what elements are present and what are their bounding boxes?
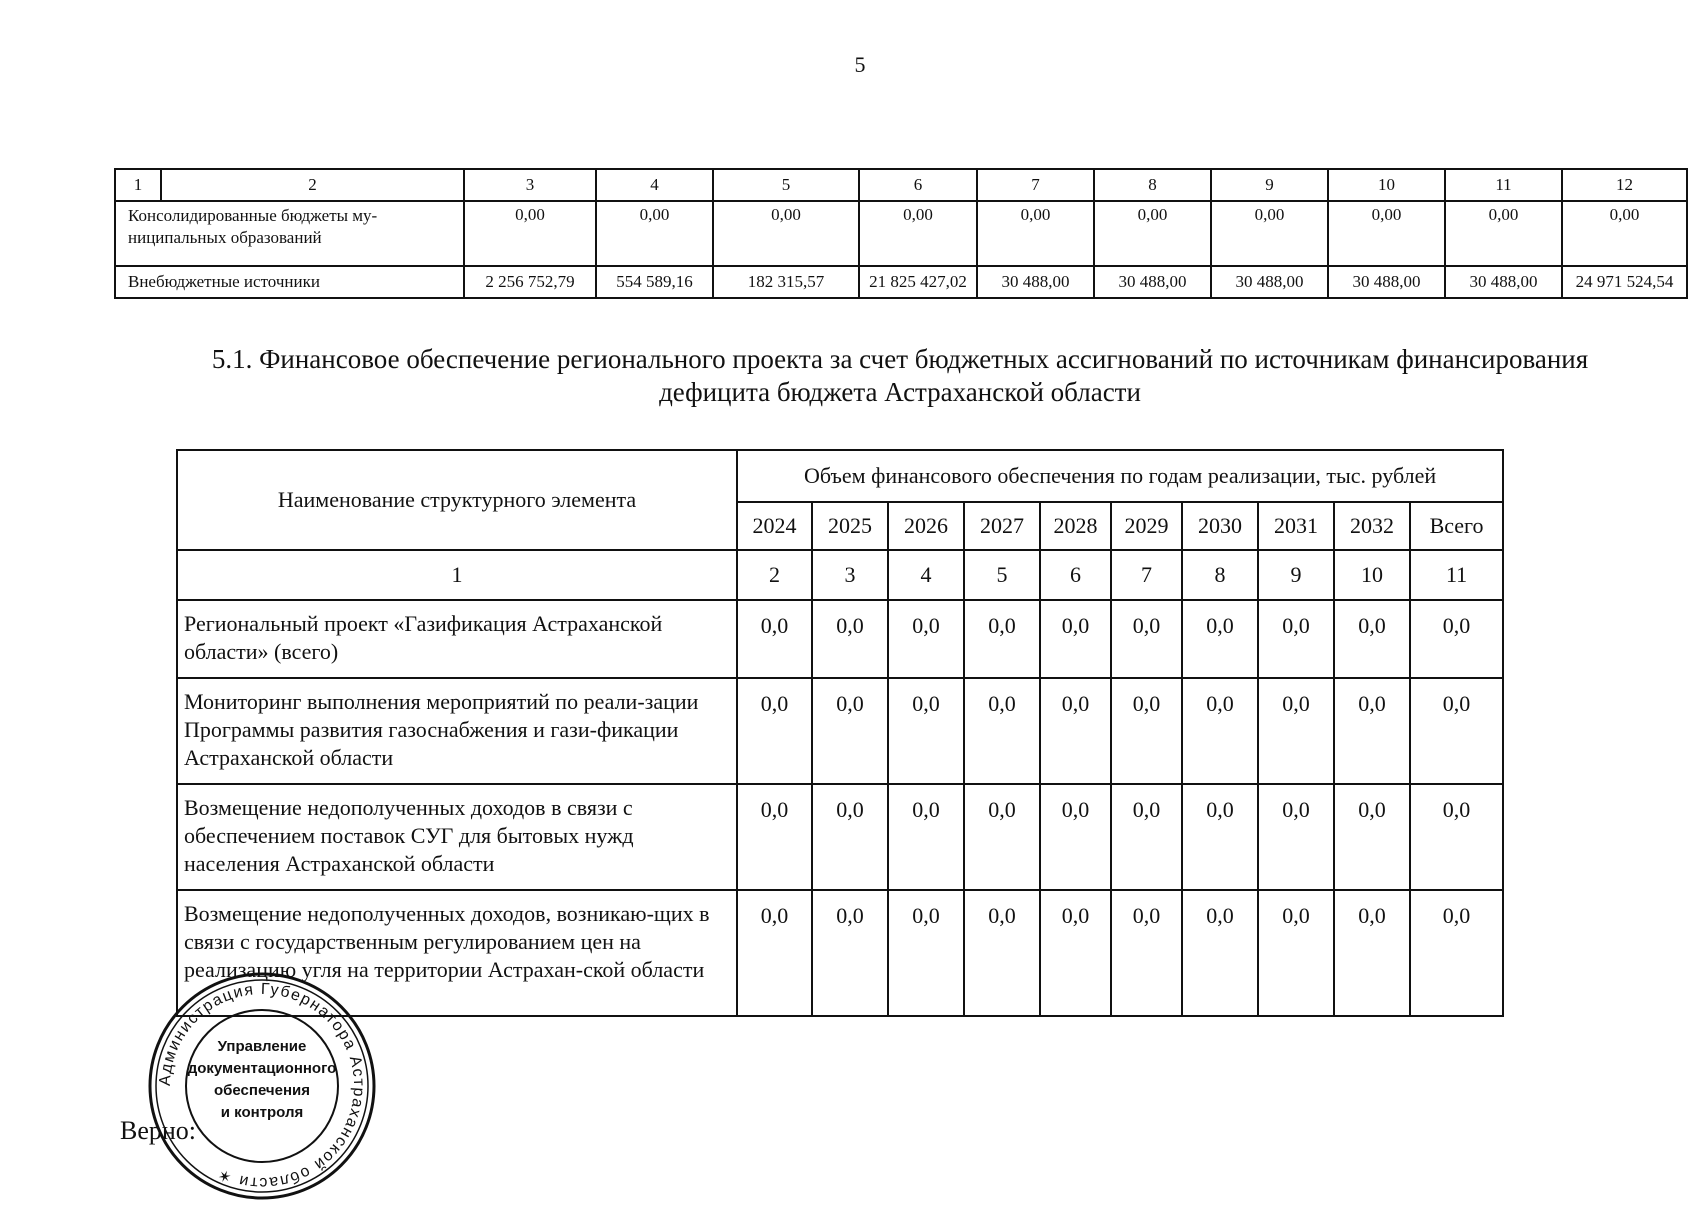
column-number: 8 (1094, 169, 1211, 201)
table-cell: 0,00 (713, 201, 859, 266)
seal-line: обеспечения (213, 1082, 311, 1099)
table-cell: 0,0 (888, 678, 964, 784)
section-title-line: 5.1. Финансовое обеспечение регионального проекта за счет бюджетных ассигнований по источникам финансирования (211, 344, 1589, 374)
column-number: 1 (177, 550, 737, 600)
table-cell: 0,0 (1410, 784, 1503, 890)
table-cell: 0,0 (737, 600, 812, 678)
table-cell: 0,0 (812, 784, 888, 890)
top-table-header-row (115, 169, 1687, 201)
year-header: 2029 (1111, 502, 1182, 550)
column-number: 5 (713, 169, 859, 201)
table-cell: 0,0 (1334, 678, 1410, 784)
table-cell: 0,0 (812, 890, 888, 1016)
total-header: Всего (1410, 502, 1503, 550)
page-number: 5 (854, 52, 866, 77)
table-row (115, 266, 1687, 298)
year-header: 2024 (737, 502, 812, 550)
year-header: 2030 (1182, 502, 1258, 550)
column-number: 2 (737, 550, 812, 600)
table-cell: 0,0 (1040, 600, 1111, 678)
verified-label: Верно: (120, 1116, 197, 1145)
table-cell: 0,0 (737, 890, 812, 1016)
column-number: 9 (1211, 169, 1328, 201)
table-cell: 0,00 (1562, 201, 1687, 266)
column-number: 1 (115, 169, 161, 201)
table-cell: 0,00 (1211, 201, 1328, 266)
table-cell: 0,0 (1040, 890, 1111, 1016)
table-cell: 0,0 (1182, 600, 1258, 678)
seal-line: Управление (217, 1038, 307, 1055)
table-cell: 0,0 (812, 600, 888, 678)
seal-ring-text: Администрация Губернатора Астраханской области ✶ (156, 980, 368, 1192)
table-cell: 0,0 (1410, 890, 1503, 1016)
table-cell: 554 589,16 (596, 266, 713, 298)
table-cell: 0,0 (737, 678, 812, 784)
name-column-header: Наименование структурного элемента (177, 450, 737, 550)
seal-line: документационного (187, 1060, 337, 1077)
column-number: 10 (1334, 550, 1410, 600)
year-header: 2032 (1334, 502, 1410, 550)
year-header: 2028 (1040, 502, 1111, 550)
column-number: 3 (464, 169, 596, 201)
year-header: 2025 (812, 502, 888, 550)
table-cell: 0,0 (1111, 600, 1182, 678)
table-cell: 0,0 (1182, 784, 1258, 890)
table-cell: 182 315,57 (713, 266, 859, 298)
table-cell: 0,0 (1040, 678, 1111, 784)
volume-column-header: Объем финансового обеспечения по годам реализации, тыс. рублей (737, 450, 1503, 502)
table-cell: 0,0 (1182, 890, 1258, 1016)
column-number: 6 (859, 169, 977, 201)
table-cell: 0,0 (1111, 784, 1182, 890)
year-header: 2026 (888, 502, 964, 550)
row-name: Возмещение недополученных доходов в связи с обеспечением поставок СУГ для бытовых нужд населения Астраханской области (177, 784, 737, 890)
table-cell: 0,0 (1258, 890, 1334, 1016)
table-cell: 0,0 (737, 784, 812, 890)
top-funding-table (114, 168, 1688, 299)
table-cell: 0,0 (1182, 678, 1258, 784)
row-name: Возмещение недополученных доходов, возникаю-щих в связи с государственным регулированием цен на реализацию угля на территории Астрахан-ской области (177, 890, 737, 1016)
section-title-line: дефицита бюджета Астраханской области (659, 377, 1141, 407)
table-cell: 0,0 (964, 678, 1040, 784)
table-cell: 0,00 (1445, 201, 1562, 266)
table-cell: 0,00 (1328, 201, 1445, 266)
header-row (177, 450, 1503, 502)
column-number: 4 (888, 550, 964, 600)
table-cell: 0,0 (1334, 784, 1410, 890)
table-cell: 24 971 524,54 (1562, 266, 1687, 298)
table-cell: 0,0 (1111, 890, 1182, 1016)
table-cell: 0,0 (1040, 784, 1111, 890)
table-cell: 0,00 (464, 201, 596, 266)
year-header: 2027 (964, 502, 1040, 550)
table-cell: 0,00 (977, 201, 1094, 266)
table-cell: 0,00 (1094, 201, 1211, 266)
column-number: 2 (161, 169, 464, 201)
table-row (177, 600, 1503, 678)
column-number: 5 (964, 550, 1040, 600)
year-header: 2031 (1258, 502, 1334, 550)
table-cell: 30 488,00 (1094, 266, 1211, 298)
table-row (115, 201, 1687, 266)
column-number: 6 (1040, 550, 1111, 600)
table-cell: 0,0 (888, 784, 964, 890)
row-name: Мониторинг выполнения мероприятий по реали-зации Программы развития газоснабжения и гази-фикации Астраханской области (177, 678, 737, 784)
table-cell: 0,0 (964, 890, 1040, 1016)
table-cell: 0,0 (964, 784, 1040, 890)
row-name: Региональный проект «Газификация Астраханской области» (всего) (177, 600, 737, 678)
official-seal (146, 970, 378, 1202)
table-cell: 0,00 (596, 201, 713, 266)
column-number: 7 (1111, 550, 1182, 600)
table-cell: 0,0 (1258, 678, 1334, 784)
column-number: 12 (1562, 169, 1687, 201)
table-cell: 0,0 (888, 600, 964, 678)
table-cell: 0,0 (964, 600, 1040, 678)
column-number: 3 (812, 550, 888, 600)
table-cell: 0,00 (859, 201, 977, 266)
column-number: 9 (1258, 550, 1334, 600)
table-cell: 0,0 (1334, 600, 1410, 678)
table-cell: 0,0 (1410, 678, 1503, 784)
table-cell: 0,0 (1111, 678, 1182, 784)
table-cell: 30 488,00 (977, 266, 1094, 298)
table-cell: 0,0 (812, 678, 888, 784)
table-cell: 2 256 752,79 (464, 266, 596, 298)
table-row (177, 784, 1503, 890)
table-cell: 0,0 (888, 890, 964, 1016)
row-name: Внебюджетные источники (115, 266, 464, 298)
table-row (177, 678, 1503, 784)
table-cell: 30 488,00 (1328, 266, 1445, 298)
table-cell: 0,0 (1334, 890, 1410, 1016)
column-number: 11 (1410, 550, 1503, 600)
table-cell: 30 488,00 (1445, 266, 1562, 298)
table-cell: 30 488,00 (1211, 266, 1328, 298)
section-title (120, 343, 1680, 409)
table-cell: 0,0 (1410, 600, 1503, 678)
column-number: 8 (1182, 550, 1258, 600)
table-cell: 0,0 (1258, 784, 1334, 890)
column-number: 11 (1445, 169, 1562, 201)
column-number: 4 (596, 169, 713, 201)
column-number: 7 (977, 169, 1094, 201)
column-numbers-row (177, 550, 1503, 600)
column-number: 10 (1328, 169, 1445, 201)
main-funding-table (176, 449, 1504, 1017)
table-cell: 21 825 427,02 (859, 266, 977, 298)
seal-line: и контроля (220, 1104, 304, 1121)
row-name: Консолидированные бюджеты му-ниципальных образований (115, 201, 464, 266)
table-cell: 0,0 (1258, 600, 1334, 678)
